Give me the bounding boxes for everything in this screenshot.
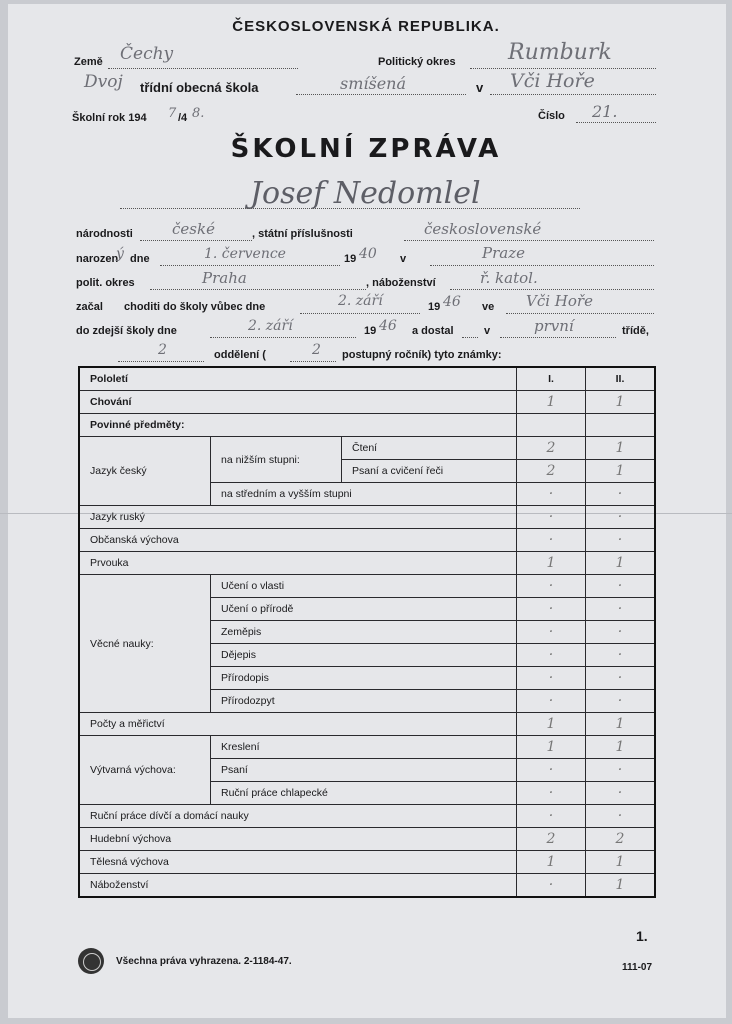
rights-text: Všechna práva vyhrazena. 2-1184-47. bbox=[116, 956, 292, 967]
dotted-line bbox=[160, 265, 340, 266]
dotted-line bbox=[210, 337, 356, 338]
grade-cell: · bbox=[586, 782, 656, 805]
page-mark: 1. bbox=[636, 928, 648, 944]
rucni-div-label: Ruční práce dívčí a domácí nauky bbox=[79, 805, 517, 828]
grade-cell: 1 bbox=[517, 736, 586, 759]
grade-cell: 1 bbox=[586, 851, 656, 874]
year-sep: /4 bbox=[178, 112, 188, 124]
grade-cell: · bbox=[586, 483, 656, 506]
table-row bbox=[79, 805, 655, 828]
chovani-label: Chování bbox=[79, 391, 517, 414]
table-row bbox=[79, 391, 655, 414]
grade-cell: 2 bbox=[586, 828, 656, 851]
hudebni-label: Hudební výchova bbox=[79, 828, 517, 851]
dotted-line bbox=[150, 289, 366, 290]
dotted-line bbox=[506, 313, 654, 314]
birth-place: Praze bbox=[482, 244, 525, 262]
nabozenstvi-label: , náboženství bbox=[366, 277, 436, 289]
start-place: Vči Hoře bbox=[526, 292, 593, 310]
grade-cell: · bbox=[586, 759, 656, 782]
grade-cell: 1 bbox=[586, 460, 656, 483]
obcanska-label: Občanská výchova bbox=[79, 529, 517, 552]
stredni-label: na středním a vyšším stupni bbox=[211, 483, 517, 506]
table-row bbox=[79, 506, 655, 529]
nizsi-label: na nižším stupni: bbox=[211, 437, 342, 483]
zeme-value: Čechy bbox=[120, 44, 174, 64]
narozen-label: narozen bbox=[76, 253, 119, 265]
zacal-label: začal bbox=[76, 301, 103, 313]
table-row bbox=[79, 529, 655, 552]
birth-year: 40 bbox=[359, 246, 377, 262]
prislusnosti-label: , státní příslušnosti bbox=[252, 228, 353, 240]
start-date: 2. září bbox=[338, 293, 383, 309]
table-row bbox=[79, 713, 655, 736]
cislo-label: Číslo bbox=[538, 110, 565, 122]
republic-heading: ČESKOSLOVENSKÁ REPUBLIKA. bbox=[232, 18, 500, 35]
dne-label: dne bbox=[130, 253, 150, 265]
trida-value: první bbox=[534, 317, 574, 335]
col-header-2: II. bbox=[586, 367, 656, 391]
cteni-label: Čtení bbox=[342, 437, 517, 460]
student-name: Josef Nedomlel bbox=[250, 176, 481, 211]
cislo-value: 21. bbox=[592, 102, 618, 121]
grade-cell: 1 bbox=[517, 552, 586, 575]
grade-cell: 1 bbox=[586, 437, 656, 460]
dotted-line bbox=[296, 94, 466, 95]
grade-cell: · bbox=[517, 805, 586, 828]
jazyk-cesky-label: Jazyk český bbox=[79, 437, 211, 506]
polit-okres-label: polit. okres bbox=[76, 277, 135, 289]
grade-cell: · bbox=[586, 644, 656, 667]
dotted-line bbox=[430, 265, 654, 266]
narozen-suffix: ý bbox=[116, 246, 124, 262]
zdejsi-year-label: 19 bbox=[364, 325, 377, 337]
chodit-label: choditi do školy vůbec dne bbox=[124, 301, 266, 313]
start-year: 46 bbox=[443, 294, 461, 310]
grade-cell: · bbox=[517, 529, 586, 552]
grade-cell: · bbox=[517, 759, 586, 782]
kresleni-label: Kreslení bbox=[211, 736, 517, 759]
table-row bbox=[79, 874, 655, 898]
nabozenstvi-row-label: Náboženství bbox=[79, 874, 517, 898]
narodnosti-label: národnosti bbox=[76, 228, 133, 240]
table-row bbox=[79, 828, 655, 851]
grade-cell: 1 bbox=[517, 391, 586, 414]
telesna-label: Tělesná výchova bbox=[79, 851, 517, 874]
table-row bbox=[79, 851, 655, 874]
zdejsi-year: 46 bbox=[379, 318, 397, 334]
prislusnosti-value: československé bbox=[424, 220, 542, 238]
okres-value: Rumburk bbox=[508, 40, 612, 65]
grade-cell: · bbox=[586, 575, 656, 598]
year-label: Školní rok 194 bbox=[72, 112, 147, 124]
dostal-label: a dostal bbox=[412, 325, 454, 337]
v2-label: v bbox=[484, 325, 491, 337]
grade-cell: · bbox=[517, 667, 586, 690]
publisher-logo-icon bbox=[78, 948, 104, 974]
grade-cell: · bbox=[517, 874, 586, 898]
table-row bbox=[79, 437, 655, 460]
grade-cell: 2 bbox=[517, 460, 586, 483]
grade-cell: 1 bbox=[517, 713, 586, 736]
vytvarna-label: Výtvarná výchova: bbox=[79, 736, 211, 805]
grade-cell: · bbox=[586, 598, 656, 621]
grade-cell: · bbox=[586, 690, 656, 713]
table-row bbox=[79, 575, 655, 598]
oddeleni-label: oddělení ( bbox=[214, 349, 266, 361]
dotted-line bbox=[300, 313, 420, 314]
rocnik-value: 2 bbox=[312, 342, 321, 358]
table-row bbox=[79, 552, 655, 575]
grade-cell: 1 bbox=[586, 713, 656, 736]
place-value: Vči Hoře bbox=[510, 70, 595, 92]
grade-cell: · bbox=[586, 805, 656, 828]
year-value-a: 7 bbox=[168, 106, 177, 121]
report-title: ŠKOLNÍ ZPRÁVA bbox=[230, 134, 502, 164]
prirodozpyt-label: Přírodozpyt bbox=[211, 690, 517, 713]
oddeleni-value: 2 bbox=[158, 342, 167, 358]
prirode-label: Učení o přírodě bbox=[211, 598, 517, 621]
prirodopis-label: Přírodopis bbox=[211, 667, 517, 690]
table-row bbox=[79, 367, 655, 391]
grade-cell: · bbox=[517, 690, 586, 713]
dotted-line bbox=[290, 361, 336, 362]
table-row bbox=[79, 736, 655, 759]
ve-label: ve bbox=[482, 301, 495, 313]
vecne-label: Věcné nauky: bbox=[79, 575, 211, 713]
vlasti-label: Učení o vlasti bbox=[211, 575, 517, 598]
psani-cv-label: Psaní a cvičení řeči bbox=[342, 460, 517, 483]
grade-cell: · bbox=[517, 644, 586, 667]
grade-cell: · bbox=[517, 782, 586, 805]
rocnik-label: postupný ročník) tyto známky: bbox=[342, 349, 502, 361]
grade-cell: 1 bbox=[586, 736, 656, 759]
grade-cell: 1 bbox=[586, 874, 656, 898]
type-value: smíšená bbox=[340, 74, 407, 93]
start-year-label: 19 bbox=[428, 301, 441, 313]
rucni-chl-label: Ruční práce chlapecké bbox=[211, 782, 517, 805]
rusky-label: Jazyk ruský bbox=[79, 506, 517, 529]
zdejsi-label: do zdejší školy dne bbox=[76, 325, 177, 337]
polit-okres-value: Praha bbox=[202, 269, 247, 287]
zeme-label: Země bbox=[74, 56, 103, 68]
type-label: třídní obecná škola bbox=[140, 80, 259, 95]
zemepis-label: Zeměpis bbox=[211, 621, 517, 644]
v-label: v bbox=[476, 80, 484, 95]
dotted-line bbox=[118, 361, 204, 362]
grades-table bbox=[78, 366, 656, 898]
prvouka-label: Prvouka bbox=[79, 552, 517, 575]
dotted-line bbox=[140, 240, 252, 241]
narodnosti-value: české bbox=[172, 220, 215, 238]
form-code: 111-07 bbox=[622, 962, 653, 973]
grade-cell: · bbox=[517, 598, 586, 621]
povinne-label: Povinné předměty: bbox=[79, 414, 517, 437]
birth-year-label: 19 bbox=[344, 253, 357, 265]
zdejsi-date: 2. září bbox=[248, 318, 293, 334]
dejepis-label: Dějepis bbox=[211, 644, 517, 667]
dotted-line bbox=[576, 122, 656, 123]
dotted-line bbox=[500, 337, 616, 338]
grade-cell: 2 bbox=[517, 437, 586, 460]
table-row bbox=[79, 414, 655, 437]
grade-cell: · bbox=[586, 529, 656, 552]
grade-cell: · bbox=[517, 621, 586, 644]
type-prefix: Dvoj bbox=[84, 72, 123, 92]
pocty-label: Počty a měřictví bbox=[79, 713, 517, 736]
grade-cell: 2 bbox=[517, 828, 586, 851]
grade-cell: · bbox=[586, 667, 656, 690]
dotted-line bbox=[120, 208, 580, 209]
pololeti-label: Pololetí bbox=[79, 367, 517, 391]
dotted-line bbox=[470, 68, 656, 69]
grade-cell: 1 bbox=[586, 552, 656, 575]
col-header-1: I. bbox=[517, 367, 586, 391]
grade-cell: · bbox=[517, 575, 586, 598]
okres-label: Politický okres bbox=[378, 56, 456, 68]
dotted-line bbox=[404, 240, 654, 241]
dotted-line bbox=[108, 68, 298, 69]
grade-cell: 1 bbox=[517, 851, 586, 874]
birth-date: 1. července bbox=[204, 246, 286, 262]
birth-v-label: v bbox=[400, 253, 407, 265]
dotted-line bbox=[450, 289, 654, 290]
grade-cell: · bbox=[517, 483, 586, 506]
grade-cell: · bbox=[517, 506, 586, 529]
grade-cell: · bbox=[586, 621, 656, 644]
nabozenstvi-value: ř. katol. bbox=[480, 269, 538, 287]
grade-cell: · bbox=[586, 506, 656, 529]
psani-label: Psaní bbox=[211, 759, 517, 782]
dotted-line bbox=[462, 337, 478, 338]
grade-cell: 1 bbox=[586, 391, 656, 414]
dotted-line bbox=[490, 94, 656, 95]
year-value-b: 8. bbox=[192, 106, 205, 121]
trida-label: třídě, bbox=[622, 325, 649, 337]
